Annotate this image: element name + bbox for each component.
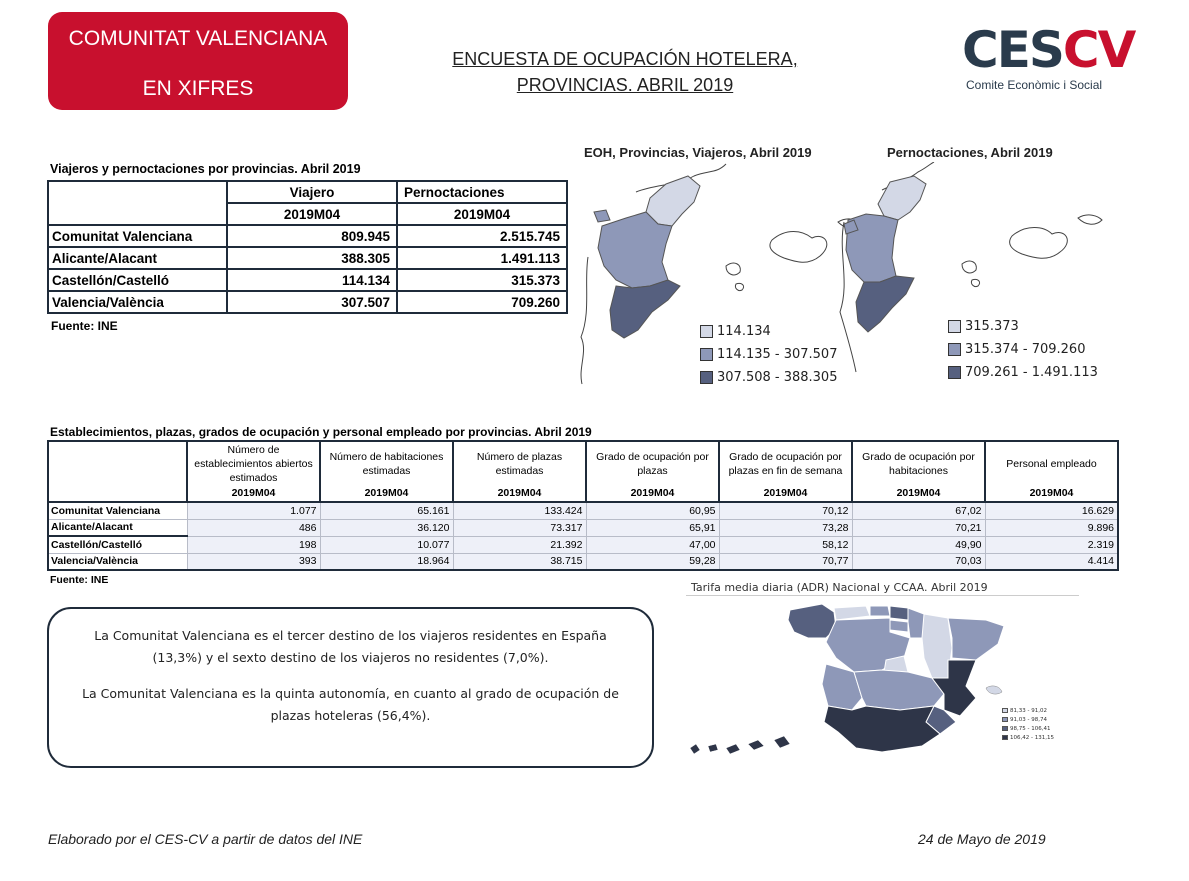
table2-caption: Establecimientos, plazas, grados de ocupación y personal empleado por provincias. Abril 2019: [50, 425, 592, 439]
table-row: [48, 502, 1118, 519]
table1-col-travellers: Viajero: [227, 181, 397, 203]
legend-swatch: [1002, 735, 1008, 740]
row-label: Comunitat Valenciana: [48, 225, 227, 247]
row-value: 2.319: [985, 536, 1118, 553]
legend-item: [700, 366, 837, 389]
legend-item: [700, 320, 837, 343]
row-label: Castellón/Castelló: [48, 269, 227, 291]
table2-period: 2019M04: [985, 485, 1118, 502]
row-value: 10.077: [320, 536, 453, 553]
row-value: 70,77: [719, 553, 852, 570]
legend-item: [1002, 706, 1054, 715]
legend-label: 98,75 - 106,41: [1010, 725, 1051, 732]
legend-swatch: [948, 343, 961, 356]
table-row: [48, 536, 1118, 553]
legend-item: [948, 361, 1098, 384]
row-value: 16.629: [985, 502, 1118, 519]
mallorca-outline: [770, 232, 827, 263]
legend-label: 307.508 - 388.305: [717, 370, 838, 385]
menorca-outline: [1078, 215, 1102, 224]
row-value: 60,95: [586, 502, 719, 519]
row-value-overnights: 1.491.113: [397, 247, 567, 269]
legend-item: [1002, 724, 1054, 733]
table1-corner: [48, 181, 227, 203]
table2-period: 2019M04: [852, 485, 985, 502]
mallorca-outline: [1010, 228, 1068, 259]
row-value-overnights: 709.260: [397, 291, 567, 313]
row-value: 36.120: [320, 519, 453, 536]
table-row: [48, 291, 567, 313]
document-title-line-1: ENCUESTA DE OCUPACIÓN HOTELERA,: [452, 49, 798, 69]
row-label: Valencia/València: [48, 553, 187, 570]
legend-swatch: [700, 325, 713, 338]
adr-map-title: Tarifa media diaria (ADR) Nacional y CCAA. Abril 2019: [691, 581, 988, 594]
table2-period: 2019M04: [586, 485, 719, 502]
map-travellers-legend: [700, 320, 837, 389]
map-travellers-title: EOH, Provincias, Viajeros, Abril 2019: [584, 145, 812, 160]
region-canarias: [690, 736, 790, 754]
ibiza-outline: [726, 263, 740, 275]
row-value: 67,02: [852, 502, 985, 519]
province-valencia-enclave: [594, 210, 610, 222]
row-value-overnights: 2.515.745: [397, 225, 567, 247]
row-value: 58,12: [719, 536, 852, 553]
row-value: 73.317: [453, 519, 586, 536]
region-cataluna: [948, 618, 1004, 660]
region-pais-vasco: [890, 606, 908, 620]
table2-col-header: Número de habitaciones estimadas: [320, 441, 453, 485]
table2-period: 2019M04: [187, 485, 320, 502]
footer-date: 24 de Mayo de 2019: [918, 831, 1046, 847]
region-asturias: [834, 606, 870, 620]
province-castellon: [878, 176, 926, 220]
table1-header-row: [48, 181, 567, 203]
row-value: 70,21: [852, 519, 985, 536]
table2-col-header: Grado de ocupación por plazas en fin de semana: [719, 441, 852, 485]
row-value-travellers: 809.945: [227, 225, 397, 247]
row-value-travellers: 114.134: [227, 269, 397, 291]
row-value: 133.424: [453, 502, 586, 519]
row-value: 47,00: [586, 536, 719, 553]
table2-col-header: Número de establecimientos abiertos estimados: [187, 441, 320, 485]
ces-cv-logo: [962, 21, 1135, 96]
document-title: [420, 46, 830, 98]
table1-corner-2: [48, 203, 227, 225]
row-value: 18.964: [320, 553, 453, 570]
row-value: 49,90: [852, 536, 985, 553]
row-label: Alicante/Alacant: [48, 247, 227, 269]
row-value: 65.161: [320, 502, 453, 519]
table2-col-header: Personal empleado: [985, 441, 1118, 485]
map-overnights-title: Pernoctaciones, Abril 2019: [887, 145, 1053, 160]
logo-ces: CES: [962, 21, 1063, 79]
table2-header-row: [48, 441, 1118, 485]
table1-period-row: [48, 203, 567, 225]
row-value: 9.896: [985, 519, 1118, 536]
row-value: 393: [187, 553, 320, 570]
legend-label: 91,03 - 98,74: [1010, 716, 1047, 723]
table2-col-header: Grado de ocupación por habitaciones: [852, 441, 985, 485]
coastline-outline: [581, 257, 588, 384]
map-overnights-legend: [948, 315, 1098, 384]
table-row: [48, 269, 567, 291]
table2-corner: [48, 441, 187, 485]
region-castilla-la-mancha: [854, 670, 944, 710]
logo-letters: [962, 21, 1135, 79]
highlights-box: [47, 607, 654, 768]
row-value-overnights: 315.373: [397, 269, 567, 291]
table2-corner-2: [48, 485, 187, 502]
region-la-rioja: [890, 620, 908, 632]
legend-item: [948, 338, 1098, 361]
table1-source: Fuente: INE: [51, 319, 118, 333]
document-title-line-2: PROVINCIAS. ABRIL 2019: [516, 75, 734, 95]
adr-spain-map: [686, 598, 1006, 768]
badge-line-2: EN XIFRES: [142, 77, 254, 100]
row-value: 70,12: [719, 502, 852, 519]
formentera-outline: [971, 279, 979, 286]
region-galicia: [788, 604, 836, 638]
table1-period-1: 2019M04: [227, 203, 397, 225]
legend-swatch: [700, 371, 713, 384]
legend-swatch: [948, 320, 961, 333]
row-value-travellers: 307.507: [227, 291, 397, 313]
table2-period: 2019M04: [719, 485, 852, 502]
region-navarra: [908, 608, 924, 638]
table2-period: 2019M04: [320, 485, 453, 502]
region-baleares: [986, 686, 1002, 694]
legend-label: 106,42 - 131,15: [1010, 734, 1054, 741]
footer-credit: Elaborado por el CES-CV a partir de datos del INE: [48, 831, 363, 847]
ibiza-outline: [962, 261, 976, 273]
badge-line-1: COMUNITAT VALENCIANA: [68, 27, 328, 50]
region-cantabria: [870, 606, 890, 616]
legend-swatch: [700, 348, 713, 361]
legend-swatch: [1002, 717, 1008, 722]
row-value: 4.414: [985, 553, 1118, 570]
table2-period: 2019M04: [453, 485, 586, 502]
row-value-travellers: 388.305: [227, 247, 397, 269]
table-row: [48, 247, 567, 269]
legend-label: 81,33 - 91,02: [1010, 707, 1047, 714]
region-andalucia: [824, 706, 940, 752]
highlight-paragraph-2: La Comunitat Valenciana es la quinta autonomía, en cuanto al grado de ocupación de plazas hoteleras (56,4%).: [82, 686, 619, 723]
legend-item: [948, 315, 1098, 338]
table2-source: Fuente: INE: [50, 574, 109, 586]
legend-label: 315.374 - 709.260: [965, 342, 1086, 357]
table-row: [48, 225, 567, 247]
legend-item: [1002, 733, 1054, 742]
legend-label: 709.261 - 1.491.113: [965, 365, 1098, 380]
legend-item: [1002, 715, 1054, 724]
adr-map-legend: [1002, 706, 1054, 742]
legend-item: [700, 343, 837, 366]
table1-period-2: 2019M04: [397, 203, 567, 225]
legend-swatch: [948, 366, 961, 379]
logo-cv: CV: [1062, 21, 1135, 79]
region-badge: [48, 12, 348, 110]
table1-caption: Viajeros y pernoctaciones por provincias. Abril 2019: [50, 162, 361, 176]
legend-swatch: [1002, 726, 1008, 731]
row-label: Valencia/València: [48, 291, 227, 313]
formentera-outline: [735, 283, 743, 290]
legend-label: 315.373: [965, 319, 1019, 334]
adr-title-divider: [686, 595, 1079, 596]
table2-col-header: Número de plazas estimadas: [453, 441, 586, 485]
row-value: 486: [187, 519, 320, 536]
table2-period-row: [48, 485, 1118, 502]
highlight-paragraph-1: La Comunitat Valenciana es el tercer destino de los viajeros residentes en España (13,3%) y el sexto destino de los viajeros no residentes (7,0%).: [94, 628, 607, 665]
establishments-table: [47, 440, 1119, 571]
legend-label: 114.135 - 307.507: [717, 347, 838, 362]
province-alicante: [610, 280, 680, 338]
row-label: Comunitat Valenciana: [48, 502, 187, 519]
legend-swatch: [1002, 708, 1008, 713]
table2-col-header: Grado de ocupación por plazas: [586, 441, 719, 485]
logo-subtitle: Comite Econòmic i Social: [966, 78, 1103, 92]
travellers-table: [47, 180, 568, 314]
row-value: 59,28: [586, 553, 719, 570]
row-value: 198: [187, 536, 320, 553]
row-value: 70,03: [852, 553, 985, 570]
row-value: 21.392: [453, 536, 586, 553]
row-value: 38.715: [453, 553, 586, 570]
row-value: 65,91: [586, 519, 719, 536]
table-row: [48, 519, 1118, 536]
row-value: 1.077: [187, 502, 320, 519]
row-value: 73,28: [719, 519, 852, 536]
province-castellon: [646, 176, 700, 226]
table-row: [48, 553, 1118, 570]
province-alicante: [856, 276, 914, 332]
row-label: Alicante/Alacant: [48, 519, 187, 536]
row-label: Castellón/Castelló: [48, 536, 187, 553]
legend-label: 114.134: [717, 324, 771, 339]
table1-col-overnights: Pernoctaciones: [397, 181, 567, 203]
